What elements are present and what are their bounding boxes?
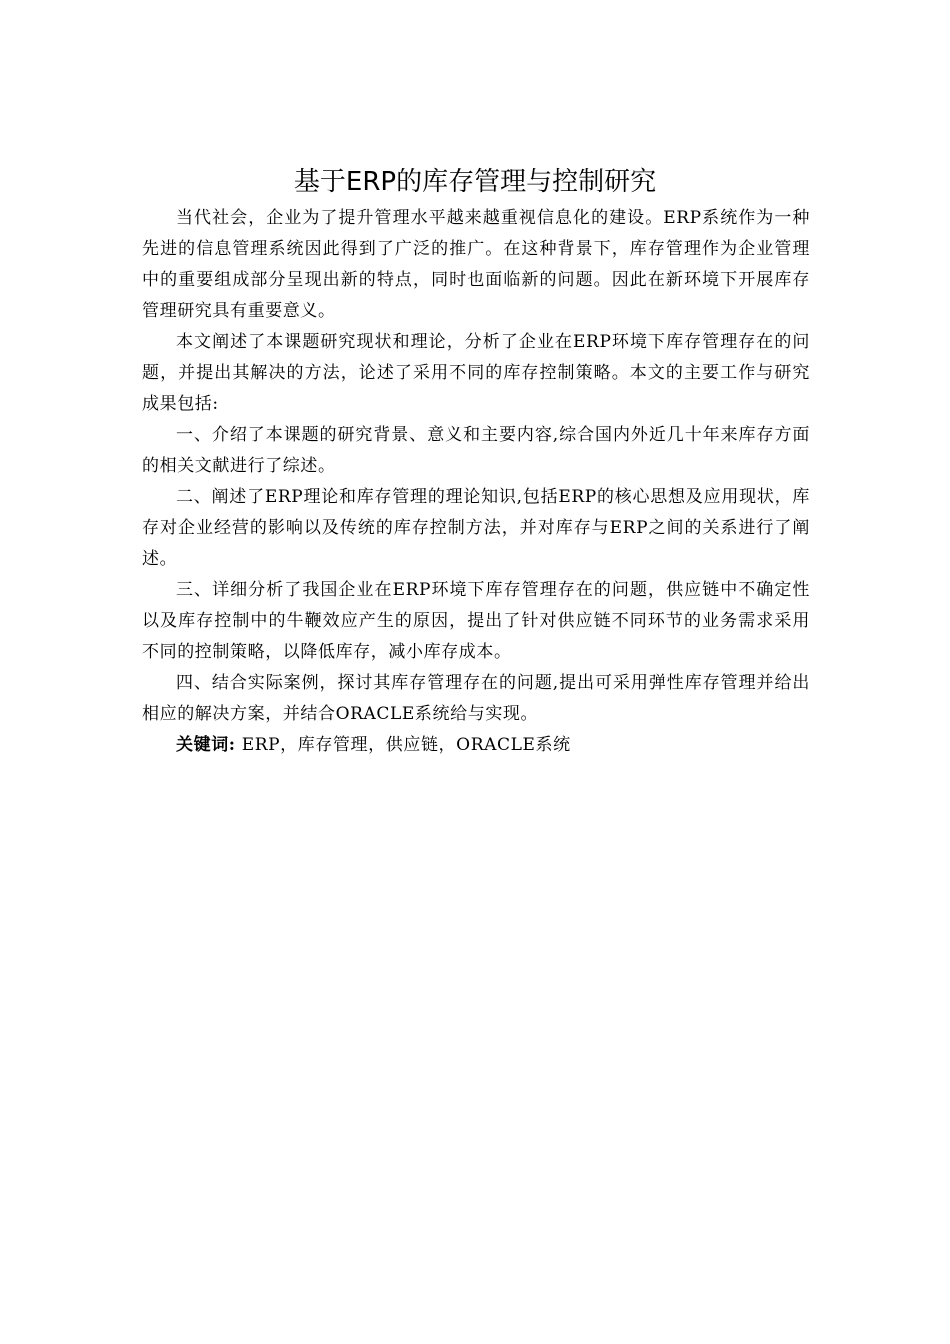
contribution-item-4: 四、结合实际案例，探讨其库存管理存在的问题,提出可采用弹性库存管理并给出相应的解决方案，并结合ORACLE系统给与实现。	[142, 673, 810, 724]
contribution-item-1: 一、介绍了本课题的研究背景、意义和主要内容,综合国内外近几十年来库存方面的相关文献进行了综述。	[142, 425, 810, 476]
abstract-paragraph: 当代社会，企业为了提升管理水平越来越重视信息化的建设。ERP系统作为一种先进的信息管理系统因此得到了广泛的推广。在这种背景下，库存管理作为企业管理中的重要组成部分呈现出新的特点，同时也面临新的问题。因此在新环境下开展库存管理研究具有重要意义。	[142, 208, 810, 321]
contribution-item-2: 二、阐述了ERP理论和库存管理的理论知识,包括ERP的核心思想及应用现状，库存对企业经营的影响以及传统的库存控制方法，并对库存与ERP之间的关系进行了阐述。	[142, 487, 810, 569]
abstract-paragraph: 本文阐述了本课题研究现状和理论，分析了企业在ERP环境下库存管理存在的问题，并提出其解决的方法，论述了采用不同的库存控制策略。本文的主要工作与研究成果包括:	[142, 332, 810, 414]
keywords-value: ERP，库存管理，供应链，ORACLE系统	[241, 735, 571, 755]
document-title: 基于ERP的库存管理与控制研究	[293, 167, 657, 197]
keywords-label: 关键词:	[176, 735, 236, 755]
contribution-item-3: 三、详细分析了我国企业在ERP环境下库存管理存在的问题，供应链中不确定性以及库存控制中的牛鞭效应产生的原因，提出了针对供应链不同环节的业务需求采用不同的控制策略，以降低库存，减小库存成本。	[142, 580, 810, 662]
abstract-body	[142, 203, 810, 761]
keywords-line	[142, 730, 810, 761]
